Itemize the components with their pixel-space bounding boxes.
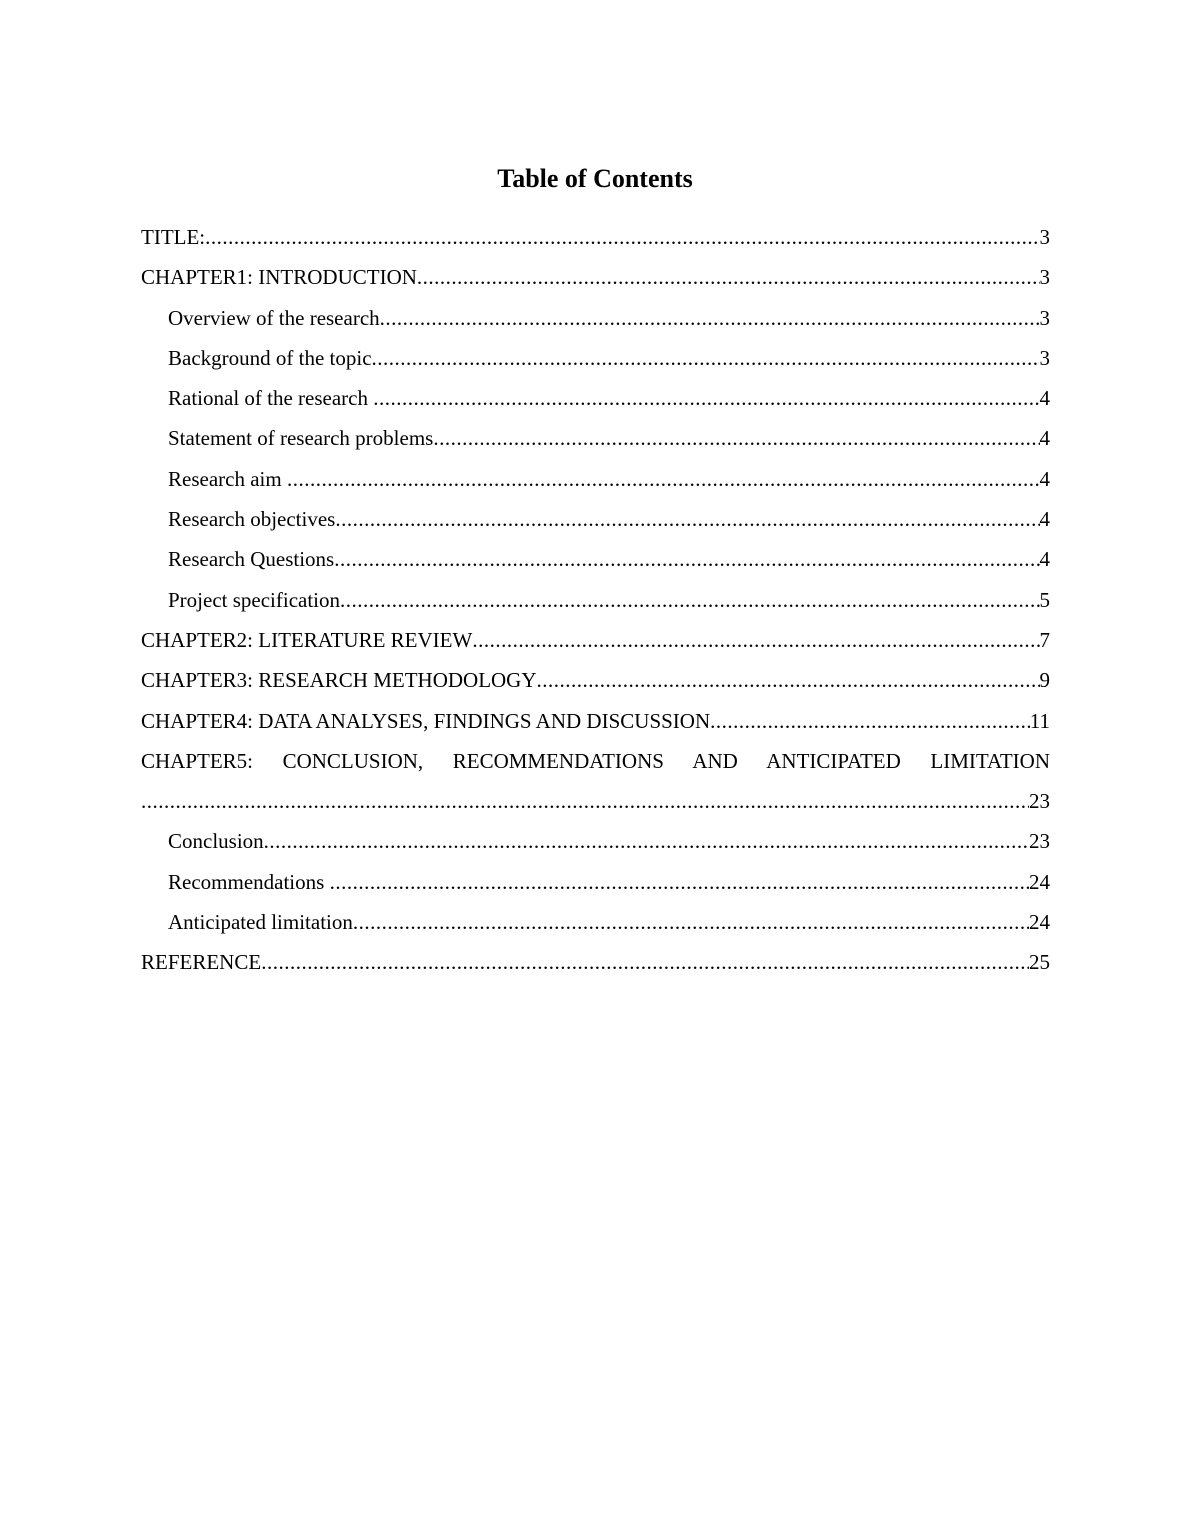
dot-leader	[372, 338, 1040, 378]
toc-entry-page: 4	[1039, 547, 1050, 572]
dot-leader	[141, 781, 1029, 821]
toc-entry-label: Anticipated limitation	[168, 910, 353, 935]
toc-entry-chapter2[interactable]	[141, 620, 1050, 660]
toc-entry-page: 5	[1039, 587, 1050, 612]
toc-entry-page: 4	[1039, 426, 1050, 451]
toc-entry-page: 3	[1039, 345, 1050, 370]
dot-leader	[472, 620, 1039, 660]
toc-entry-questions[interactable]	[141, 539, 1050, 579]
toc-entry-aim[interactable]	[141, 459, 1050, 499]
dot-leader	[264, 821, 1029, 861]
toc-entry-limitation[interactable]	[141, 902, 1050, 942]
toc-entry-page: 4	[1039, 386, 1050, 411]
toc-entry-page: 11	[1029, 708, 1050, 733]
dot-leader	[205, 217, 1039, 257]
dot-leader	[330, 862, 1029, 902]
dot-leader	[433, 418, 1039, 458]
dot-leader	[373, 378, 1039, 418]
toc-entry-label: Background of the topic	[168, 345, 372, 370]
toc-entry-label: CHAPTER2: LITERATURE REVIEW	[141, 627, 473, 652]
dot-leader	[537, 660, 1040, 700]
toc-entry-page: 24	[1029, 910, 1050, 935]
toc-entry-label: Research Questions	[168, 547, 335, 572]
toc-entry-page: 24	[1029, 869, 1050, 894]
table-of-contents	[141, 217, 1050, 983]
toc-entry-reference[interactable]	[141, 942, 1050, 982]
toc-title: Table of Contents	[497, 164, 693, 193]
dot-leader	[380, 298, 1040, 338]
toc-entry-label: CHAPTER5: CONCLUSION, RECOMMENDATIONS AND ANTICIPATED LIMITATION	[141, 748, 1050, 773]
toc-entry-label: Project specification	[168, 587, 341, 612]
toc-entry-chapter5-heading[interactable]	[141, 741, 1050, 781]
toc-entry-page: 3	[1039, 265, 1050, 290]
toc-entry-page: 9	[1039, 668, 1050, 693]
toc-entry-label: Recommendations	[168, 869, 330, 894]
toc-entry-label: Overview of the research	[168, 305, 380, 330]
toc-entry-label: Rational of the research	[168, 386, 374, 411]
toc-entry-page: 23	[1029, 829, 1050, 854]
toc-entry-conclusion[interactable]	[141, 821, 1050, 861]
toc-entry-rational[interactable]	[141, 378, 1050, 418]
toc-entry-label: TITLE:	[141, 225, 206, 249]
dot-leader	[334, 539, 1039, 579]
toc-entry-label: Research aim	[168, 466, 287, 491]
dot-leader	[335, 499, 1039, 539]
dot-leader	[261, 942, 1029, 982]
toc-entry-chapter5-leader[interactable]	[141, 781, 1050, 821]
toc-entry-page: 3	[1039, 305, 1050, 330]
toc-entry-chapter3[interactable]	[141, 660, 1050, 700]
dot-leader	[353, 902, 1029, 942]
toc-entry-background[interactable]	[141, 338, 1050, 378]
toc-entry-chapter4[interactable]	[141, 701, 1050, 741]
toc-entry-statement[interactable]	[141, 418, 1050, 458]
toc-entry-chapter1[interactable]	[141, 257, 1050, 297]
toc-entry-page: 4	[1039, 466, 1050, 491]
toc-entry-label: REFERENCE	[141, 950, 262, 975]
toc-entry-label: Conclusion	[168, 829, 264, 854]
dot-leader	[287, 459, 1040, 499]
dot-leader	[340, 580, 1039, 620]
toc-entry-label: Statement of research problems	[168, 426, 434, 451]
toc-entry-page: 25	[1029, 950, 1050, 975]
toc-entry-page: 23	[1029, 789, 1050, 814]
toc-entry-recommendations[interactable]	[141, 862, 1050, 902]
toc-entry-page: 7	[1039, 627, 1050, 652]
toc-entry-page: 3	[1039, 225, 1050, 249]
toc-entry-page: 4	[1039, 507, 1050, 532]
toc-entry-overview[interactable]	[141, 298, 1050, 338]
toc-entry-title[interactable]	[141, 217, 1050, 257]
toc-entry-objectives[interactable]	[141, 499, 1050, 539]
dot-leader	[710, 701, 1030, 741]
toc-entry-label: CHAPTER3: RESEARCH METHODOLOGY	[141, 668, 537, 693]
toc-entry-label: CHAPTER1: INTRODUCTION	[141, 265, 417, 290]
dot-leader	[417, 257, 1040, 297]
toc-entry-specification[interactable]	[141, 580, 1050, 620]
toc-entry-label: Research objectives	[168, 507, 336, 532]
toc-entry-label: CHAPTER4: DATA ANALYSES, FINDINGS AND DISCUSSION	[141, 708, 711, 733]
